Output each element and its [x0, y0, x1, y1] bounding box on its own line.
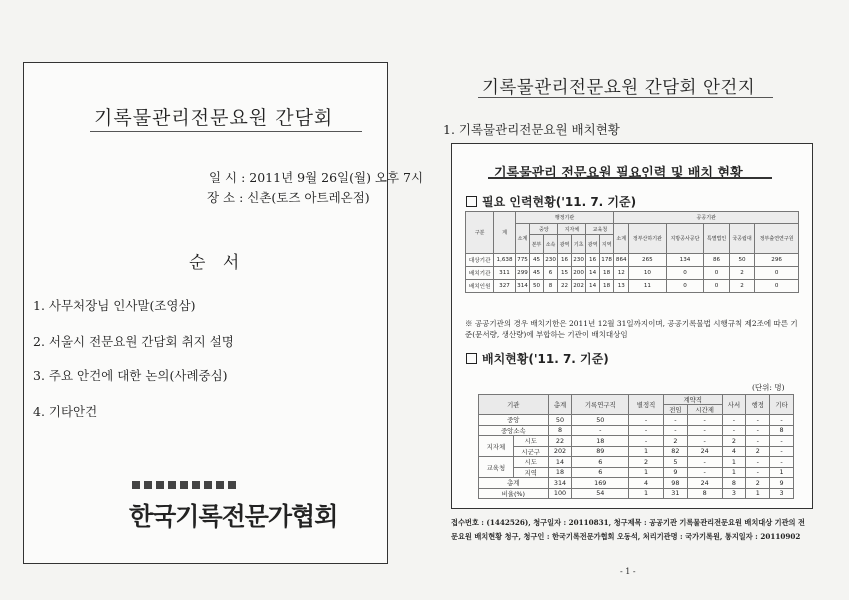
col-admin: 행정: [746, 395, 770, 415]
placement-table: [478, 394, 794, 499]
table-row: [479, 446, 794, 457]
table-cell: 8: [543, 280, 558, 293]
meeting-title: 기록물관리전문요원 간담회: [94, 107, 334, 129]
table-cell: 1: [629, 467, 664, 478]
table-cell: 18: [548, 467, 572, 478]
table-cell: 14: [586, 280, 599, 293]
table-cell: 1,638: [494, 254, 515, 267]
table-cell: 265: [629, 254, 667, 267]
table-cell: -: [770, 446, 794, 457]
table-cell: -: [687, 415, 722, 426]
table-cell: 230: [543, 254, 558, 267]
table-cell: -: [746, 415, 770, 426]
table-cell: 0: [704, 267, 729, 280]
table-cell: 16: [586, 254, 599, 267]
table-cell: 16: [558, 254, 571, 267]
row-subgroup: 시도: [513, 457, 548, 468]
table-cell: -: [770, 436, 794, 447]
pub-col: 정부산하기관: [629, 224, 667, 254]
row-group: 중앙: [479, 415, 549, 426]
table-cell: 200: [571, 267, 586, 280]
table-cell: 2: [629, 457, 664, 468]
col-parttime: 시간제: [687, 405, 722, 415]
table-cell: -: [629, 436, 664, 447]
table-cell: 1: [746, 488, 770, 499]
table-cell: 4: [722, 446, 746, 457]
row-group: 교육청: [479, 457, 514, 478]
table-cell: 6: [572, 457, 629, 468]
table-cell: 18: [599, 267, 614, 280]
pub-col: 국공립대: [729, 224, 754, 254]
table-cell: 50: [530, 280, 543, 293]
page-number: - 1 -: [620, 567, 636, 576]
table-row: [479, 478, 794, 489]
row-subgroup: 시군구: [513, 446, 548, 457]
table-cell: 864: [614, 254, 629, 267]
group-public: 공공기관: [614, 212, 799, 224]
table-cell: 50: [548, 415, 572, 426]
table-cell: 50: [572, 415, 629, 426]
col-special: 별정직: [629, 395, 664, 415]
pub-col: 지방공사공단: [666, 224, 704, 254]
checkbox-square-icon: [466, 196, 477, 207]
table-cell: 13: [614, 280, 629, 293]
table-cell: 6: [572, 467, 629, 478]
table-cell: 0: [755, 267, 799, 280]
table-cell: 0: [666, 280, 704, 293]
table-cell: 14: [586, 267, 599, 280]
table-cell: 3: [770, 488, 794, 499]
leaf-col: 광역: [586, 235, 599, 254]
sub-edu: 교육청: [586, 224, 614, 235]
request-info-footer: [451, 516, 831, 544]
table-cell: 8: [548, 425, 572, 436]
table-cell: 1: [722, 467, 746, 478]
table-cell: 9: [770, 478, 794, 489]
table-cell: 22: [548, 436, 572, 447]
required-staff-table: [465, 211, 799, 293]
table-cell: -: [722, 425, 746, 436]
group-admin: 행정기관: [515, 212, 614, 224]
table-cell: 89: [572, 446, 629, 457]
col-contract: 계약직: [663, 395, 722, 405]
table-cell: -: [663, 415, 687, 426]
table-cell: 314: [548, 478, 572, 489]
meeting-date: 일 시 : 2011년 9월 26일(월) 오후 7시: [209, 170, 424, 185]
col-etc: 기타: [770, 395, 794, 415]
table-cell: 2: [746, 446, 770, 457]
sub-central: 중앙: [530, 224, 558, 235]
pub-col: 정부출연연구원: [755, 224, 799, 254]
table-cell: 2: [663, 436, 687, 447]
table-cell: -: [770, 457, 794, 468]
table-cell: 8: [722, 478, 746, 489]
footer-line-1: 접수번호 : (1442526), 청구일자 : 20110831, 청구제목 : 공공기관 기록물관리전문요원 배치대상 기관의 전: [451, 518, 805, 527]
placement-heading: 배치현황('11. 7. 기준): [466, 350, 609, 367]
table-cell: 311: [494, 267, 515, 280]
order-heading: 순 서: [189, 253, 246, 273]
table-cell: 296: [755, 254, 799, 267]
table-row: [479, 488, 794, 499]
association-logo: 한국기록전문가협회: [129, 502, 338, 531]
table-cell: 82: [663, 446, 687, 457]
leaf-col: 지역: [599, 235, 614, 254]
required-staff-heading: 필요 인력현황('11. 7. 기준): [466, 193, 636, 210]
logo-mark-icon: [132, 481, 236, 489]
table-cell: 18: [599, 280, 614, 293]
meeting-place: 장 소 : 신촌(토즈 아트레온점): [207, 190, 370, 205]
table-cell: 12: [614, 267, 629, 280]
table-cell: -: [746, 436, 770, 447]
report-title-rule: [488, 177, 772, 179]
table-cell: -: [687, 457, 722, 468]
public-agency-note: ※ 공공기관의 경우 배치기한은 2011년 12월 31일까지이며, 공공기록물법 시행규칙 제2조에 따른 기준(문서량, 생산량)에 부합하는 기관이 배치대상임: [465, 319, 798, 339]
table-cell: 22: [558, 280, 571, 293]
table-cell: 2: [722, 436, 746, 447]
table-row: [479, 425, 794, 436]
table-cell: 5: [663, 457, 687, 468]
table-cell: 2: [746, 478, 770, 489]
table-cell: -: [687, 467, 722, 478]
table-cell: 0: [755, 280, 799, 293]
table-cell: 178: [599, 254, 614, 267]
table-cell: -: [746, 457, 770, 468]
table-cell: -: [629, 415, 664, 426]
table-cell: 10: [629, 267, 667, 280]
agenda-item-4: 4. 기타안건: [33, 404, 98, 419]
table-cell: 31: [663, 488, 687, 499]
col-agency: 기관: [479, 395, 549, 415]
table-cell: 24: [687, 478, 722, 489]
table-cell: 1: [770, 467, 794, 478]
table-cell: 327: [494, 280, 515, 293]
report-title: 기록물관리 전문요원 필요인력 및 배치 현황: [494, 166, 743, 181]
table-cell: 45: [530, 254, 543, 267]
agenda-item-2: 2. 서울시 전문요원 간담회 취지 설명: [33, 334, 234, 349]
pub-col: 소계: [614, 224, 629, 254]
table-row: [466, 280, 799, 293]
table-cell: 100: [548, 488, 572, 499]
table-cell: 18: [572, 436, 629, 447]
table-row: [479, 467, 794, 478]
table-row: [466, 254, 799, 267]
table-cell: 169: [572, 478, 629, 489]
table-cell: -: [687, 436, 722, 447]
table-cell: -: [722, 415, 746, 426]
table-cell: 775: [515, 254, 530, 267]
table-cell: 11: [629, 280, 667, 293]
row-subgroup: 시도: [513, 436, 548, 447]
table-cell: -: [770, 415, 794, 426]
leaf-col: 본부: [530, 235, 543, 254]
table-cell: 14: [548, 457, 572, 468]
table-cell: 98: [663, 478, 687, 489]
table-cell: 2: [729, 267, 754, 280]
table-cell: 3: [722, 488, 746, 499]
sub-local: 지자체: [558, 224, 586, 235]
row-subgroup: 지역: [513, 467, 548, 478]
table-cell: 8: [770, 425, 794, 436]
table-cell: 314: [515, 280, 530, 293]
table-row: [479, 457, 794, 468]
table-cell: 202: [548, 446, 572, 457]
unit-label: (단위: 명): [752, 383, 785, 392]
table-cell: -: [629, 425, 664, 436]
table-cell: 15: [558, 267, 571, 280]
col-researcher: 기록연구직: [572, 395, 629, 415]
table-cell: 2: [729, 280, 754, 293]
row-label: 대상기관: [466, 254, 494, 267]
table-cell: -: [663, 425, 687, 436]
table-cell: 54: [572, 488, 629, 499]
agenda-item-3: 3. 주요 안건에 대한 논의(사례중심): [33, 368, 228, 383]
leaf-col: 소속: [543, 235, 558, 254]
col-gubun: 구분: [466, 212, 494, 254]
footer-line-2: 문요원 배치현황 청구, 청구인 : 한국기록전문가협회 오동석, 처리기관명 : 국가기록원, 통지일자 : 20110902: [451, 532, 801, 541]
leaf-col: 광역: [558, 235, 571, 254]
table-cell: 1: [629, 488, 664, 499]
table-cell: 0: [704, 280, 729, 293]
title-rule: [90, 131, 362, 132]
table-cell: 230: [571, 254, 586, 267]
agenda-sheet-title: 기록물관리전문요원 간담회 안건지: [482, 78, 756, 98]
row-group: 비율(%): [479, 488, 549, 499]
table-cell: 50: [729, 254, 754, 267]
table-cell: -: [572, 425, 629, 436]
table-cell: 6: [543, 267, 558, 280]
placement-report-box: [451, 143, 813, 509]
col-librarian: 사서: [722, 395, 746, 415]
checkbox-square-icon: [466, 353, 477, 364]
left-page: [23, 62, 424, 564]
row-label: 배치기관: [466, 267, 494, 280]
row-group: 총계: [479, 478, 549, 489]
table-cell: -: [746, 467, 770, 478]
agenda-item-1: 1. 사무처장님 인사말(조영삼): [33, 298, 196, 313]
agenda-title-rule: [478, 97, 773, 98]
row-group: 중앙소속: [479, 425, 549, 436]
table-row: [479, 436, 794, 447]
col-fulltime: 전임: [663, 405, 687, 415]
admin-subtotal: 소계: [515, 224, 530, 254]
table-cell: 1: [629, 446, 664, 457]
table-row: [479, 415, 794, 426]
table-row: [466, 267, 799, 280]
row-label: 배치인원: [466, 280, 494, 293]
col-total: 계: [494, 212, 515, 254]
table-cell: -: [687, 425, 722, 436]
table-cell: 24: [687, 446, 722, 457]
table-cell: 4: [629, 478, 664, 489]
table-cell: 45: [530, 267, 543, 280]
table-cell: 0: [666, 267, 704, 280]
table-cell: 299: [515, 267, 530, 280]
table-cell: 202: [571, 280, 586, 293]
table-cell: 134: [666, 254, 704, 267]
row-group: 지자체: [479, 436, 514, 457]
col-sum: 총계: [548, 395, 572, 415]
table-cell: -: [746, 425, 770, 436]
section-heading: 1. 기록물관리전문요원 배치현황: [443, 122, 620, 137]
table-cell: 9: [663, 467, 687, 478]
leaf-col: 기초: [571, 235, 586, 254]
pub-col: 특별법인: [704, 224, 729, 254]
table-cell: 8: [687, 488, 722, 499]
table-cell: 86: [704, 254, 729, 267]
table-cell: 1: [722, 457, 746, 468]
